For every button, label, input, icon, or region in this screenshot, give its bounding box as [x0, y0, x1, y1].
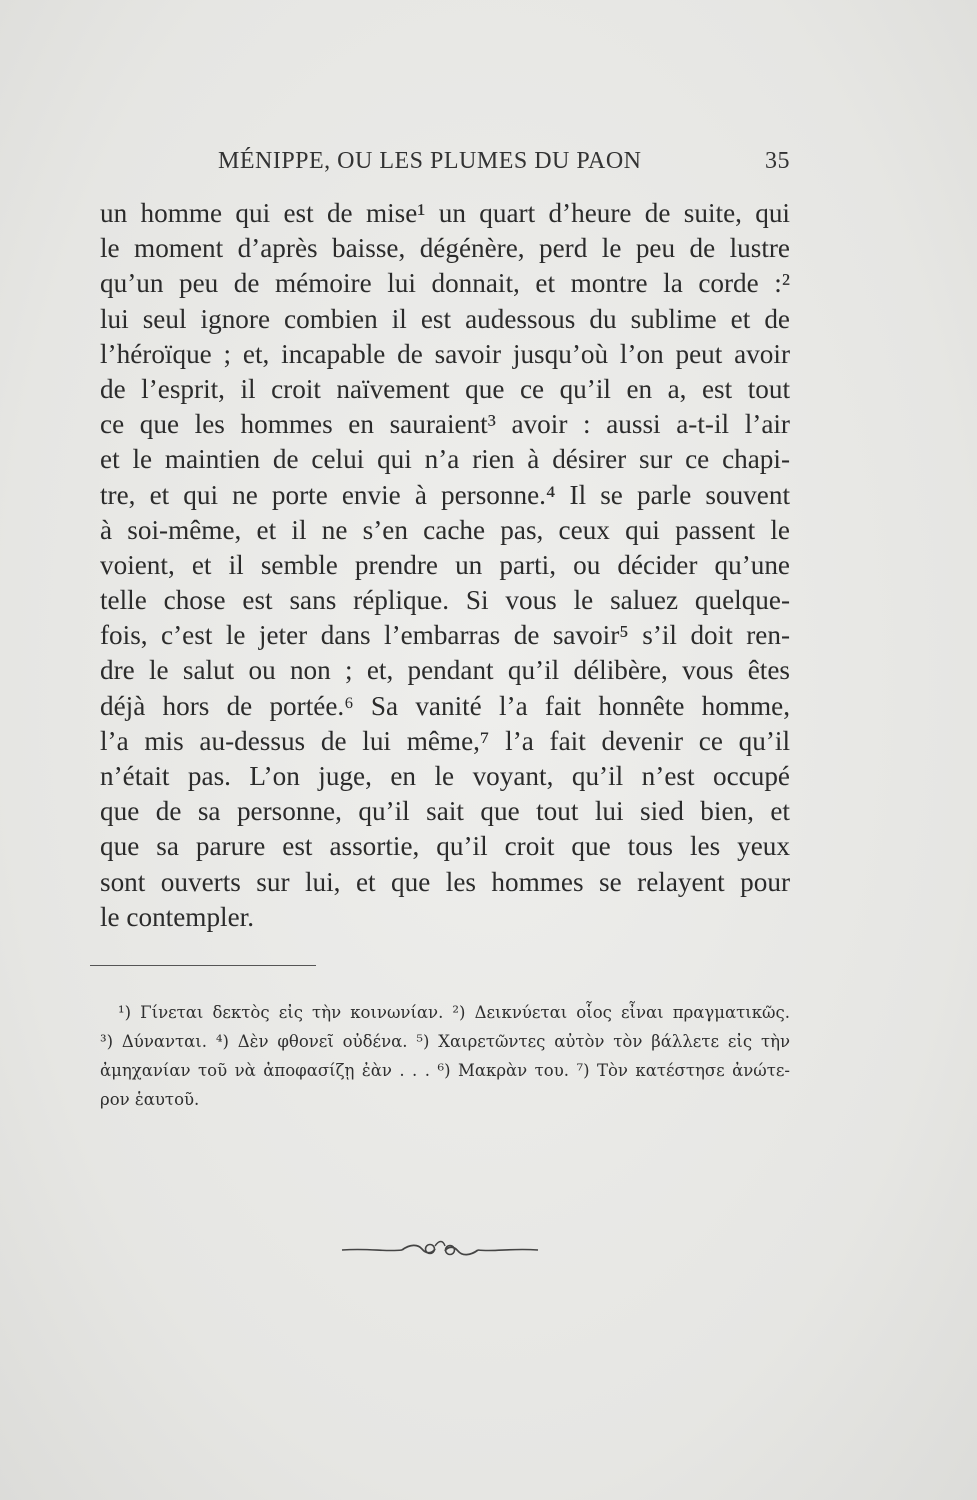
- text-line: déjà hors de portée.⁶ Sa vanité l’a fait honnête homme,: [100, 690, 790, 721]
- text-line: dre le salut ou non ; et, pendant qu’il délibère, vous êtes: [100, 655, 790, 686]
- footnotes: [100, 998, 790, 1114]
- text-line: le contempler.: [100, 901, 255, 932]
- page-number: 35: [765, 148, 790, 174]
- text-line: tre, et qui ne porte envie à personne.⁴ Il se parle souvent: [100, 479, 790, 510]
- text-line: telle chose est sans réplique. Si vous le saluez quelque-: [100, 585, 790, 616]
- text-line: l’a mis au-dessus de lui même,⁷ l’a fait devenir ce qu’il: [100, 725, 790, 756]
- text-line: voient, et il semble prendre un parti, ou décider qu’une: [100, 549, 790, 580]
- text-line: qu’un peu de mémoire lui donnait, et montre la corde :²: [100, 268, 790, 299]
- text-line: l’héroïque ; et, incapable de savoir jusqu’où l’on peut avoir: [100, 338, 790, 369]
- text-line: de l’esprit, il croit naïvement que ce qu’il en a, est tout: [100, 373, 790, 404]
- footnote-line: ³) Δύνανται. ⁴) Δὲν φθονεῖ οὐδένα. ⁵) Χαιρετῶντες αὐτὸν τὸν βάλλετε εἰς τὴν: [100, 1032, 790, 1051]
- text-line: n’était pas. L’on juge, en le voyant, qu’il n’est occupé: [100, 761, 790, 791]
- fleuron-ornament-icon: [340, 1236, 540, 1264]
- text-line: et le maintien de celui qui n’a rien à désirer sur ce chapi-: [100, 444, 790, 475]
- running-title: MÉNIPPE, OU LES PLUMES DU PAON: [218, 148, 642, 174]
- text-line: que de sa personne, qu’il sait que tout lui sied bien, et: [100, 796, 790, 827]
- text-line: ce que les hommes en sauraient³ avoir : aussi a-t-il l’air: [100, 409, 790, 440]
- text-line: le moment d’après baisse, dégénère, perd le peu de lustre: [100, 233, 790, 264]
- text-line: un homme qui est de mise¹ un quart d’heure de suite, qui: [100, 198, 790, 228]
- text-line: à soi-même, et il ne s’en cache pas, ceux qui passent le: [100, 514, 790, 545]
- body-paragraph: [100, 196, 790, 935]
- text-line: fois, c’est le jeter dans l’embarras de savoir⁵ s’il doit ren-: [100, 620, 790, 651]
- footnote-line: ἀμηχανίαν τοῦ νὰ ἀποφασίζῃ ἐὰν . . . ⁶) Μακρὰν του. ⁷) Τὸν κατέστησε ἀνώτε-: [100, 1061, 790, 1080]
- footnote-line: ρον ἑαυτοῦ.: [100, 1090, 200, 1109]
- text-line: que sa parure est assortie, qu’il croit que tous les yeux: [100, 831, 790, 862]
- footnote-line: ¹) Γίνεται δεκτὸς εἰς τὴν κοινωνίαν. ²) Δεικνύεται οἷος εἶναι πραγματικῶς.: [118, 1003, 790, 1022]
- text-line: sont ouverts sur lui, et que les hommes se relayent pour: [100, 866, 790, 897]
- footnote-rule: [90, 965, 316, 966]
- text-line: lui seul ignore combien il est audessous du sublime et de: [100, 303, 790, 334]
